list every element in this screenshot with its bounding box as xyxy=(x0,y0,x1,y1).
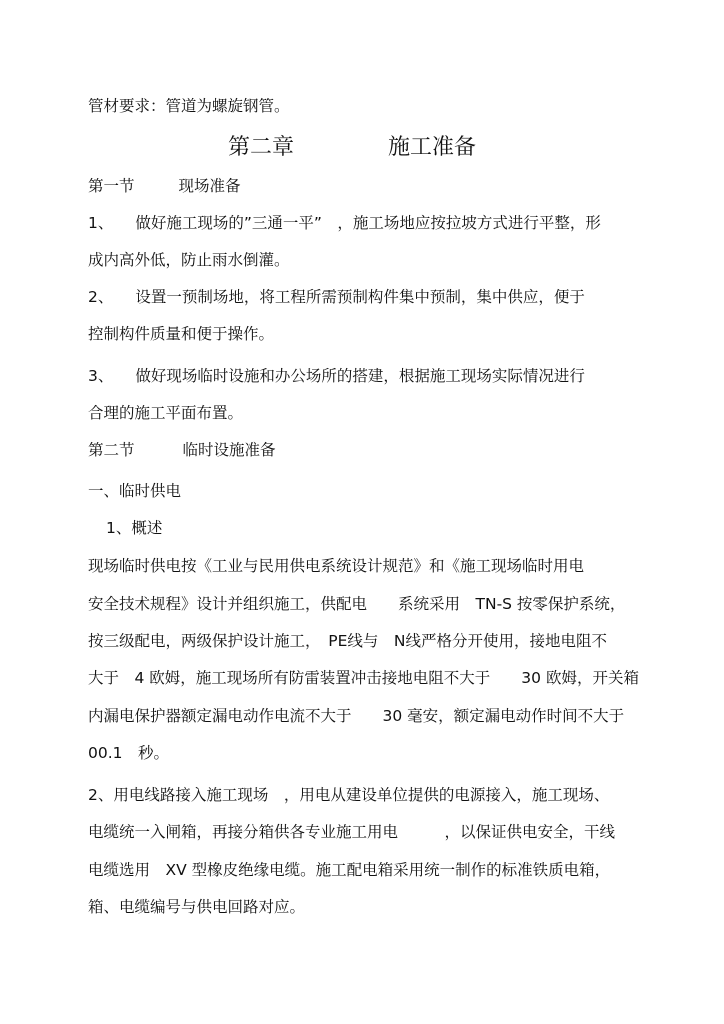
item-1 xyxy=(88,213,601,233)
item-1-text: 做好施工现场的”三通一平” ，施工场地应按拉坡方式进行平整，形 xyxy=(135,214,601,232)
item-2-number: 2、 xyxy=(88,288,114,306)
item-2-text: 设置一预制场地，将工程所需预制构件集中预制，集中供应，便于 xyxy=(135,288,585,306)
item-3-text: 做好现场临时设施和办公场所的搭建，根据施工现场实际情况进行 xyxy=(135,367,585,385)
chapter-heading xyxy=(228,134,294,162)
paragraph-2-line-2: 电缆统一入闸箱，再接分箱供各专业施工用电 ，以保证供电安全，干线 xyxy=(88,823,616,841)
chapter-number: 第二章 xyxy=(228,135,295,160)
paragraph-2-line-1: 2、用电线路接入施工现场 ，用电从建设单位提供的电源接入，施工现场、 xyxy=(88,786,610,804)
section-2-number: 第二节 xyxy=(88,441,135,459)
item-3 xyxy=(88,366,585,386)
paragraph-1-line-1: 现场临时供电按《工业与民用供电系统设计规范》和《施工现场临时用电 xyxy=(88,557,585,575)
section-1-title: 现场准备 xyxy=(178,177,241,195)
section-1-heading xyxy=(88,176,241,196)
item-2 xyxy=(88,287,585,307)
paragraph-1-line-3: 按三级配电，两级保护设计施工， PE线与 N线严格分开使用，接地电阻不 xyxy=(88,632,607,650)
section-1-number: 第一节 xyxy=(88,177,135,195)
item-3-number: 3、 xyxy=(88,367,114,385)
section-2-heading xyxy=(88,440,276,460)
paragraph-1-line-5: 内漏电保护器额定漏电动作电流不大于 30 毫安，额定漏电动作时间不大于 xyxy=(88,707,625,725)
subheading-temporary-power: 一、临时供电 xyxy=(88,482,182,500)
paragraph-2-line-3: 电缆选用 XV 型橡皮绝缘电缆。施工配电箱采用统一制作的标准铁质电箱， xyxy=(88,861,611,879)
section-2-title: 临时设施准备 xyxy=(182,441,276,459)
paragraph-1-line-6: 00.1 秒。 xyxy=(88,744,170,762)
item-1-continued: 成内高外低，防止雨水倒灌。 xyxy=(88,251,290,269)
paragraph-1-line-4: 大于 4 欧姆，施工现场所有防雷装置冲击接地电阻不大于 30 欧姆，开关箱 xyxy=(88,669,639,687)
item-3-continued: 合理的施工平面布置。 xyxy=(88,404,244,422)
paragraph-1-line-2: 安全技术规程》设计并组织施工，供配电 系统采用 TN-S 按零保护系统， xyxy=(88,595,626,613)
chapter-title: 施工准备 xyxy=(388,135,477,160)
subheading-overview: 1、概述 xyxy=(106,519,163,537)
item-2-continued: 控制构件质量和便于操作。 xyxy=(88,325,275,343)
material-requirement: 管材要求：管道为螺旋钢管。 xyxy=(88,97,290,115)
paragraph-2-line-4: 箱、电缆编号与供电回路对应。 xyxy=(88,898,306,916)
item-1-number: 1、 xyxy=(88,214,114,232)
